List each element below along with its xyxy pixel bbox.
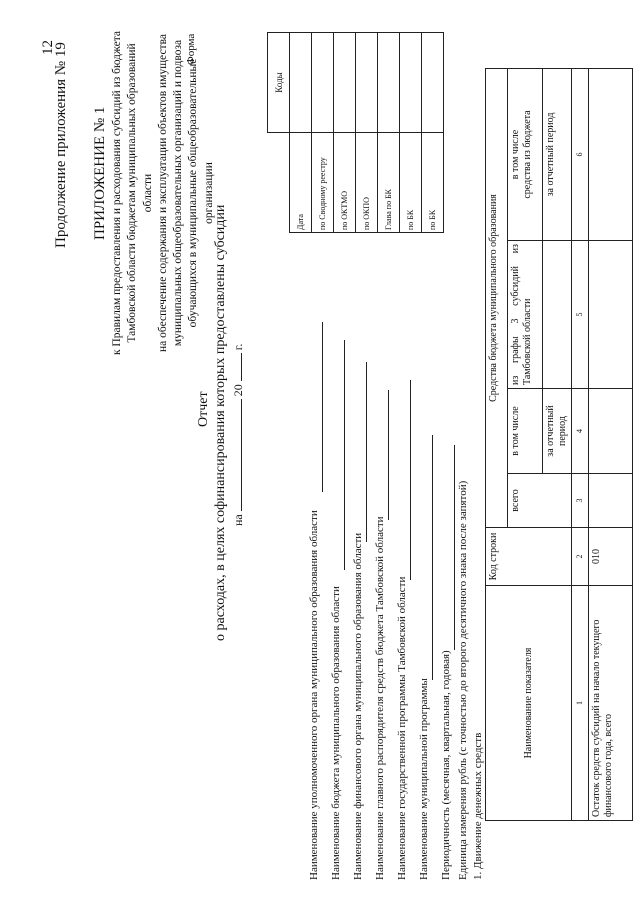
header-from-col3: из графы 3 субсидий из Тамбовской области [508,241,543,389]
rules-line: к Правилам предоставления и расходования субсидий из бюджета [111,30,123,356]
codes-row-label: по Сводному реестру [312,133,334,233]
field-periodicity-line [454,445,455,650]
row-cell [589,389,633,474]
header-period-2: за отчетный период [543,69,572,241]
year-blank [241,353,242,381]
field-main-manager-line [388,390,389,520]
rules-line: обучающихся в муниципальные общеобразовательные организации [187,58,215,328]
codes-row-label: по БК [400,133,422,233]
row-cell [589,241,633,389]
field-main-manager: Наименование главного распорядителя средств бюджета Тамбовской области [374,516,386,880]
page-number: 12 [40,40,56,55]
codes-row-value [312,33,334,133]
col-number: 5 [572,241,589,389]
report-title: о расходах, в целях софинансирования которых предоставлены субсидии [213,204,228,641]
year-suffix: г. [231,343,245,351]
codes-row-label: Глава по БК [378,133,400,233]
field-budget-line [344,340,345,570]
field-state-program-line [410,380,411,580]
col-number: 2 [572,528,589,586]
header-budget-funds: средства из бюджета [522,110,533,199]
header-row-code: Код строки [486,528,572,586]
section-title: 1. Движение денежных средств [472,732,484,880]
codes-row-value [400,33,422,133]
rules-text [110,28,217,358]
codes-row-label: по БК [422,133,444,233]
date-blank [241,399,242,511]
rules-line: муниципальных общеобразовательных организаций и подвоза [172,39,185,347]
report-heading: Отчет [196,391,211,427]
appendix-title: ПРИЛОЖЕНИЕ № 1 [92,106,108,240]
col-number: 6 [572,69,589,241]
field-budget: Наименование бюджета муниципального образования области [330,586,342,880]
report-date-line [231,344,246,526]
year-text: 20 [231,384,245,397]
codes-row-label: по ОКТМО [334,133,356,233]
rules-line: на обеспечение содержания и эксплуатации объектов имущества [156,34,169,352]
field-municipal-program: Наименование муниципальной программы [418,678,430,880]
field-periodicity: Периодичность (месячная, квартальная, годовая) [440,650,452,880]
field-municipal-program-line [432,435,433,680]
date-prefix: на [231,514,245,526]
col-number: 4 [572,389,589,474]
codes-row-value [378,33,400,133]
header-including-2 [508,69,543,241]
header-period-1: за отчетный период [543,389,572,474]
row-cell [589,69,633,241]
codes-row-label: по ОКПО [356,133,378,233]
codes-row-value [334,33,356,133]
field-authority-line [322,322,323,492]
field-state-program: Наименование государственной программы Тамбовской области [396,576,408,880]
codes-row-value [356,33,378,133]
header-total: всего [508,474,572,528]
col-number: 1 [572,586,589,821]
codes-table [267,32,444,233]
header-indicator: Наименование показателя [486,586,572,821]
field-authority: Наименование уполномоченного органа муниципального образования области [308,510,320,880]
row-code: 010 [589,528,633,586]
field-unit: Единица измерения рубль (с точностью до второго десятичного знака после запятой) [457,480,469,880]
field-fin-organ-line [366,362,367,542]
codes-row-value [422,33,444,133]
continuation-header: Продолжение приложения № 19 [53,42,69,248]
codes-row-value [290,33,312,133]
codes-header: Коды [268,33,290,133]
row-indicator-name: Остаток средств субсидий на начало текущего финансового года, всего [589,586,633,821]
col-number: 3 [572,474,589,528]
codes-row-label: Дата [290,133,312,233]
row-cell [589,474,633,528]
header-including-2-a: в том числе [510,129,521,180]
rules-line: Тамбовской области бюджетам муниципальных образований области [126,43,154,343]
cash-flow-table [485,68,633,821]
header-municipal-budget: Средства бюджета муниципального образования [486,69,508,528]
header-including: в том числе [508,389,543,474]
field-fin-organ: Наименование финансового органа муниципального образования области [352,532,364,880]
form-label: Форма [185,33,197,65]
